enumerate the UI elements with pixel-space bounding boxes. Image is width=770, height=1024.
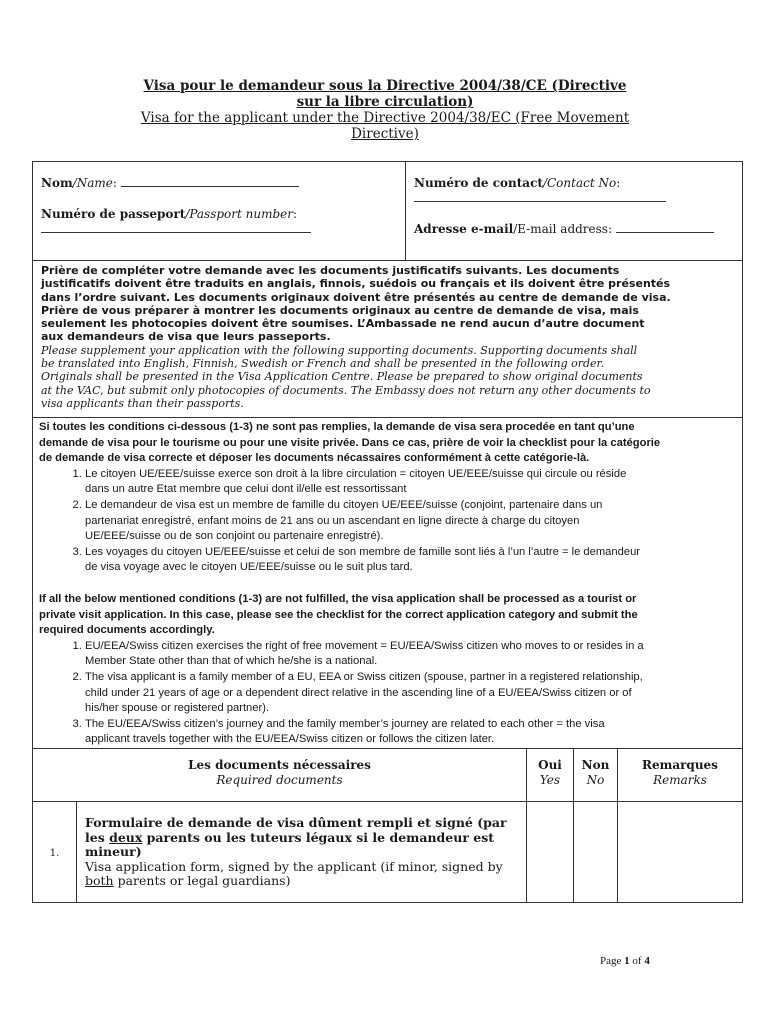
instruction-en-line: be translated into English, Finnish, Swedish or French and shall be presented in the following order. — [41, 357, 605, 371]
instruction-fr-line: justificatifs doivent être traduits en anglais, finnois, suédois ou français et ils doivent être présentés — [41, 277, 671, 291]
instructions-english — [41, 344, 734, 410]
condition-text-line: dans un autre Etat membre que celui dont il/elle est ressortissant — [85, 483, 407, 496]
condition-text-line: 2. The visa applicant is a family member of a EU, EEA or Swiss citizen (spouse, partner in a registered relationship, — [85, 670, 643, 683]
conditions-english-lead — [39, 592, 736, 639]
page-word: Page — [600, 955, 622, 967]
passport-label-fr: Numéro de passeport — [41, 207, 186, 221]
email-field[interactable] — [414, 222, 734, 237]
page-number — [600, 955, 650, 967]
document-title — [100, 78, 670, 142]
contact-number-field[interactable] — [414, 176, 734, 206]
title-french-line-1: Visa pour le demandeur sous la Directive 2004/38/CE (Directive — [143, 78, 627, 94]
condition-en-lead-line: required documents accordingly. — [39, 624, 215, 637]
underlined-word: deux — [109, 829, 143, 845]
instructions-french — [41, 264, 734, 344]
instruction-fr-line: aux demandeurs de visa que leurs passeports. — [41, 330, 331, 344]
row-number: 1. — [33, 802, 77, 902]
header-docs-fr: Les documents nécessaires — [188, 758, 371, 772]
contact-colon: : — [616, 176, 621, 190]
table-row — [33, 802, 742, 902]
title-english-line-2: Directive) — [351, 126, 419, 142]
of-word: of — [632, 955, 642, 967]
requirement-fr-line — [85, 831, 518, 846]
header-remarks — [618, 749, 742, 802]
contact-label-en: /Contact No — [542, 176, 617, 190]
requirement-en-text: parents or legal guardians) — [113, 873, 291, 888]
header-no — [574, 749, 618, 802]
condition-en-item — [85, 670, 736, 717]
header-yes — [527, 749, 574, 802]
applicant-identity-column — [33, 162, 406, 260]
header-docs-en: Required documents — [216, 773, 343, 787]
requirement-en-line — [85, 874, 518, 889]
passport-field[interactable] — [41, 207, 397, 237]
remarks-cell[interactable] — [618, 802, 742, 902]
underlined-word: both — [85, 873, 114, 888]
email-blank-line[interactable] — [616, 223, 714, 233]
passport-colon: : — [293, 207, 298, 221]
contact-label-fr: Numéro de contact — [414, 176, 543, 190]
name-label-en: /Name — [72, 176, 113, 190]
requirement-fr-text: les — [85, 829, 110, 845]
header-required-documents — [33, 749, 527, 802]
requirement-english — [85, 860, 518, 889]
email-label-en: /E-mail address: — [513, 222, 613, 236]
requirement-french — [85, 816, 518, 860]
applicant-contact-section — [33, 162, 742, 261]
name-label-fr: Nom — [41, 176, 73, 190]
yes-checkbox-cell[interactable] — [527, 802, 574, 902]
condition-text-line: child under 21 years of age or a dependent direct relative in the ascending line of a EU/EEA/Swiss citizen or of — [85, 686, 632, 699]
condition-en-item — [85, 717, 736, 748]
condition-text-line: 3. Les voyages du citoyen UE/EEE/suisse et celui de son membre de famille sont liés à l’un l’autre = le demandeur — [85, 545, 641, 558]
condition-text-line: his/her spouse or registered partner). — [85, 702, 270, 715]
header-no-en: No — [586, 773, 605, 787]
no-checkbox-cell[interactable] — [574, 802, 618, 902]
name-blank-line[interactable] — [121, 177, 299, 187]
condition-fr-item — [85, 545, 736, 576]
documents-table-header — [33, 749, 742, 802]
condition-text-line: Member State other than that of which he/she is a national. — [85, 655, 378, 668]
header-no-fr: Non — [581, 758, 610, 772]
conditions-spacer — [39, 576, 736, 592]
email-label-fr: Adresse e-mail — [414, 222, 514, 236]
instruction-fr-line: dans l’ordre suivant. Les documents originaux doivent être présentés au centre de demande de visa. — [41, 290, 671, 304]
title-english-line-1: Visa for the applicant under the Directive 2004/38/EC (Free Movement — [140, 110, 630, 126]
conditions-section — [33, 418, 742, 749]
conditions-french-lead — [39, 420, 736, 467]
condition-fr-lead-line: Si toutes les conditions ci-dessous (1-3) ne sont pas remplies, la demande de visa sera procedée en tant qu’une — [39, 421, 635, 433]
condition-fr-item — [85, 467, 736, 498]
instructions-section — [33, 261, 742, 418]
condition-en-lead-line: If all the below mentioned conditions (1-3) are not fulfilled, the visa application shall be processed as a tourist or — [39, 592, 637, 605]
requirement-fr-text: parents ou les tuteurs légaux si le demandeur est — [142, 829, 495, 845]
name-colon: : — [112, 176, 117, 190]
contact-details-column — [406, 162, 742, 260]
form-frame — [32, 161, 743, 903]
condition-en-lead-line: private visit application. In this case, please see the checklist for the correct application category and submit the — [39, 608, 638, 621]
condition-fr-lead-line: de demande de visa correcte et déposer les documents nécassaires conformément à cette catégorie-là. — [39, 452, 590, 465]
contact-blank-line[interactable] — [414, 192, 666, 202]
header-remarks-fr: Remarques — [642, 758, 718, 772]
condition-en-item — [85, 639, 736, 670]
conditions-french-list — [39, 467, 736, 576]
condition-text-line: 3. The EU/EEA/Swiss citizen’s journey and the family member’s journey are related to each other = the visa — [85, 717, 605, 730]
passport-label-en: /Passport number — [185, 207, 293, 221]
condition-text-line: partenariat enregistré, enfant moins de 21 ans ou un ascendant en ligne directe à charge du citoyen — [85, 514, 580, 527]
condition-text-line: UE/EEE/suisse ou de son conjoint ou partenaire enregistré). — [85, 530, 384, 543]
row-requirement — [77, 802, 527, 902]
condition-text-line: applicant travels together with the EU/EEA/Swiss citizen or follows the citizen later. — [85, 733, 495, 746]
condition-text-line: 1. EU/EEA/Swiss citizen exercises the right of free movement = EU/EEA/Swiss citizen who moves to or resides in a — [85, 639, 644, 652]
requirement-fr-line: mineur) — [85, 844, 142, 859]
instruction-fr-line: seulement les photocopies doivent être soumises. L’Ambassade ne rend aucun d’autre document — [41, 317, 645, 331]
name-field[interactable] — [41, 176, 397, 191]
title-french-line-2: sur la libre circulation) — [296, 94, 474, 110]
header-remarks-en: Remarks — [653, 773, 707, 787]
requirement-fr-line: Formulaire de demande de visa dûment rempli et signé (par — [85, 815, 507, 830]
instruction-en-line: visa applicants than their passports. — [41, 396, 244, 410]
condition-fr-lead-line: demande de visa pour le tourisme ou pour une visite privée. Dans ce cas, prière de voir la checklist pour la catégorie — [39, 436, 661, 449]
instruction-en-line: Please supplement your application with the following supporting documents. Supporting documents shall — [41, 343, 638, 357]
instruction-fr-line: Prière de compléter votre demande avec les documents justificatifs suivants. Les documents — [41, 264, 620, 277]
condition-text-line: 2. Le demandeur de visa est un membre de famille du citoyen UE/EEE/suisse (conjoint, partenaire dans un — [85, 498, 603, 511]
instruction-fr-line: Prière de vous préparer à montrer les documents originaux au centre de demande de visa, mais — [41, 303, 639, 317]
conditions-english-list — [39, 639, 736, 748]
requirement-en-line: Visa application form, signed by the applicant (if minor, signed by — [85, 858, 503, 874]
passport-blank-line[interactable] — [41, 223, 311, 233]
instruction-en-line: at the VAC, but submit only photocopies of documents. The Embassy does not return any other documents to — [41, 383, 651, 397]
header-yes-fr: Oui — [538, 758, 562, 772]
header-yes-en: Yes — [539, 773, 561, 787]
total-pages: 4 — [644, 955, 650, 967]
condition-text-line: 1. Le citoyen UE/EEE/suisse exerce son droit à la libre circulation = citoyen UE/EEE/suisse qui circule ou réside — [85, 467, 627, 480]
condition-text-line: de visa voyage avec le citoyen UE/EEE/suisse ou le suit plus tard. — [85, 561, 413, 574]
current-page: 1 — [624, 955, 630, 967]
condition-fr-item — [85, 498, 736, 545]
instruction-en-line: Originals shall be presented in the Visa Application Centre. Please be prepared to show original documents — [41, 370, 643, 384]
